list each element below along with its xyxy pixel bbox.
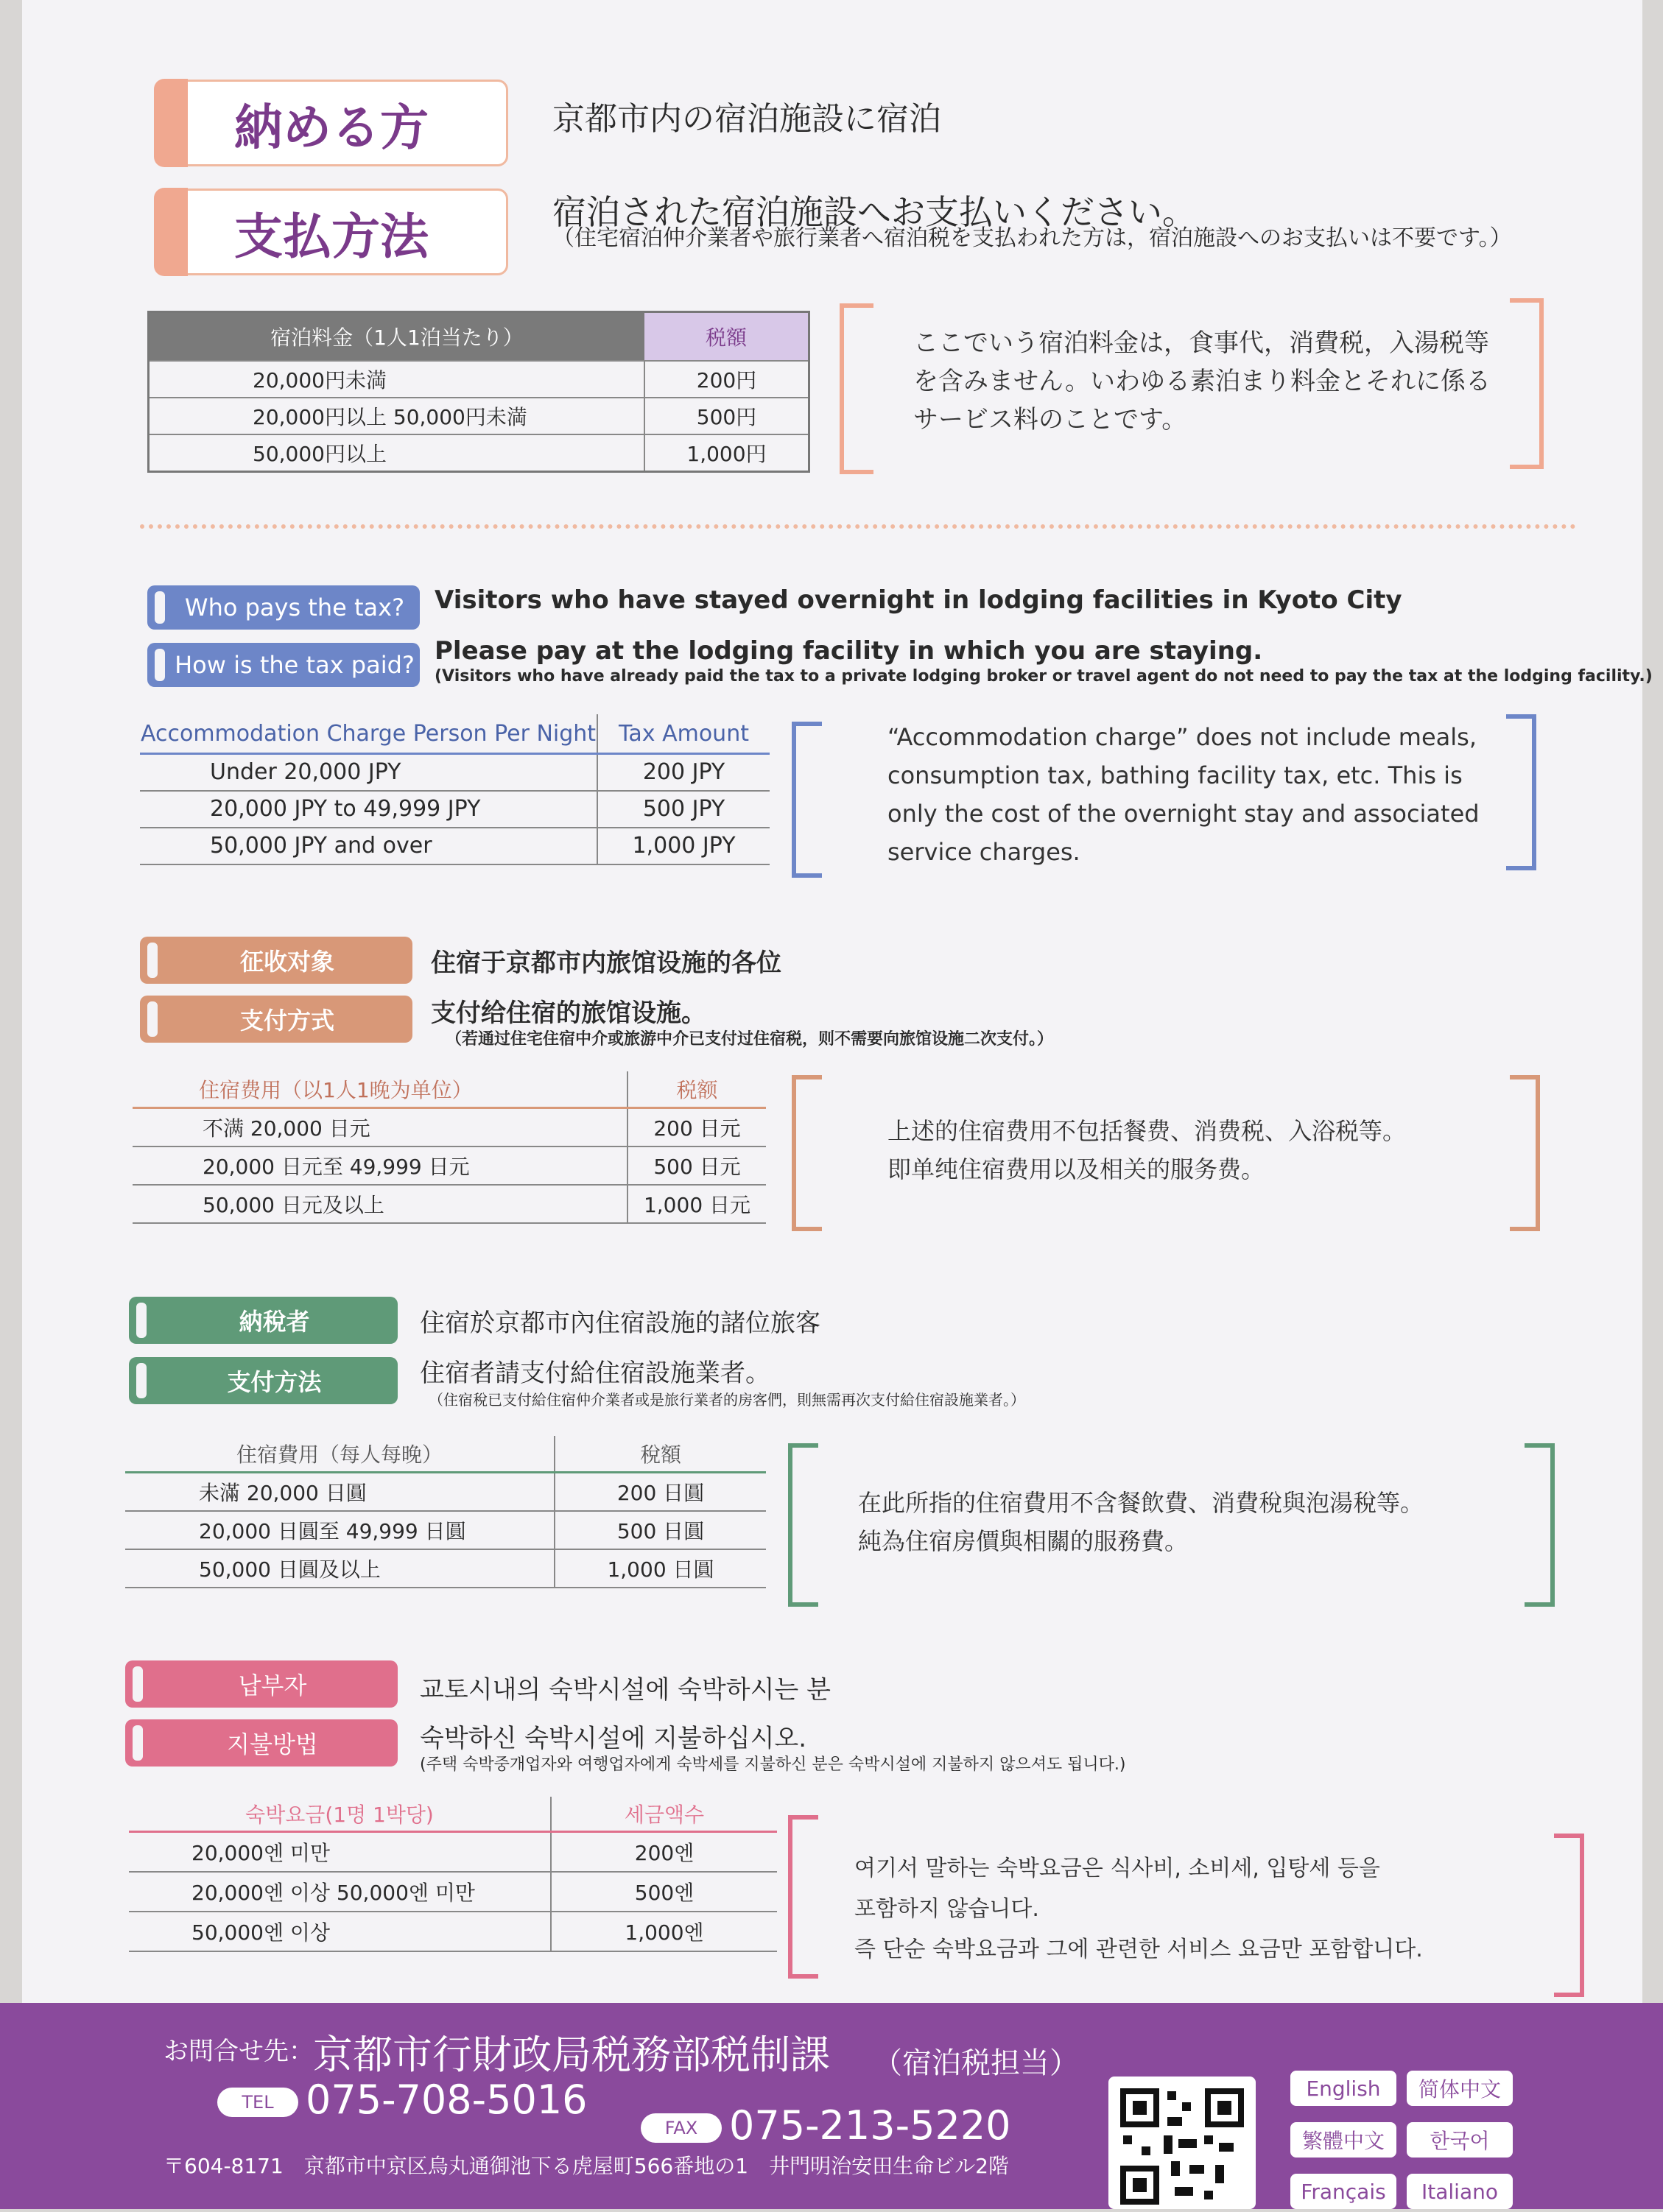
sc-label-how: 支付方式 — [140, 996, 412, 1043]
traditional-chinese-section — [22, 1292, 1642, 1602]
en-how-text: Please pay at the lodging facility in which you are staying. — [435, 636, 1263, 666]
sc-label-who: 征收对象 — [140, 937, 412, 984]
ko-who-text: 교토시내의 숙박시설에 숙박하시는 분 — [420, 1675, 831, 1705]
jp-bracket-right — [1510, 298, 1544, 469]
sc-tax-table — [133, 1071, 766, 1224]
tc-label-how: 支付方法 — [129, 1357, 398, 1404]
tc-th-tax: 稅額 — [555, 1436, 766, 1473]
ko-th-tax: 세금액수 — [551, 1797, 777, 1832]
lang-button-english[interactable]: English — [1290, 2071, 1396, 2106]
table-row — [149, 398, 809, 434]
tc-how-note: （住宿稅已支付給住宿仲介業者或是旅行業者的房客們，則無需再次支付給住宿設施業者。） — [429, 1391, 1025, 1409]
sc-th-charge: 住宿费用（以1人1晚为单位） — [199, 1078, 473, 1102]
sc-row3-tax: 1,000 日元 — [627, 1185, 766, 1223]
tc-how-text: 住宿者請支付給住宿設施業者。 — [420, 1359, 770, 1388]
tc-row3-tax: 1,000 日圓 — [555, 1549, 766, 1588]
table-row — [140, 754, 770, 791]
ko-how-text: 숙박하신 숙박시설에 지불하십시오. — [420, 1724, 807, 1753]
contact-department: 京都市行財政局税務部税制課 — [313, 2032, 830, 2078]
english-section — [22, 574, 1653, 884]
jp-th-tax: 税額 — [644, 312, 809, 362]
table-row — [133, 1185, 766, 1223]
table-row — [129, 1872, 777, 1912]
table-row — [125, 1549, 766, 1588]
sc-how-text: 支付给住宿的旅馆设施。 — [431, 998, 706, 1028]
en-row1-tax: 200 JPY — [597, 754, 770, 791]
jp-who-text: 京都市内の宿泊施設に宿泊 — [552, 100, 941, 138]
fax-badge: FAX — [641, 2113, 722, 2143]
sc-note: 上述的住宿费用不包括餐费、消费税、入浴税等。 即单纯住宿费用以及相关的服务费。 — [887, 1117, 1407, 1183]
jp-how-text: 宿泊された宿泊施設へお支払いください。 — [552, 192, 1196, 232]
lang-button-simplified-chinese[interactable]: 简体中文 — [1407, 2071, 1513, 2106]
tc-row2-charge: 20,000 日圓至 49,999 日圓 — [199, 1518, 466, 1543]
jp-row3-charge: 50,000円以上 — [253, 441, 387, 466]
tc-who-text: 住宿於京都市內住宿設施的諸位旅客 — [420, 1308, 820, 1338]
japanese-section — [22, 0, 1642, 515]
ko-row3-charge: 50,000엔 이상 — [191, 1920, 331, 1945]
jp-bracket-left — [840, 303, 873, 474]
table-row — [125, 1511, 766, 1549]
tc-row3-charge: 50,000 日圓及以上 — [199, 1557, 381, 1582]
contact-prefix: お問合せ先： — [164, 2037, 314, 2066]
en-how-note: (Visitors who have already paid the tax to a private lodging broker or travel agent do not need to pay the tax at the lodging facility.) — [435, 667, 1653, 686]
jp-how-note: （住宅宿泊仲介業者や旅行業者へ宿泊税を支払われた方は，宿泊施設へのお支払いは不要です。） — [552, 225, 1512, 251]
table-row — [133, 1108, 766, 1146]
simplified-chinese-section — [22, 928, 1642, 1237]
table-row — [140, 828, 770, 864]
jp-th-charge: 宿泊料金（1人1泊当たり） — [149, 312, 645, 362]
sc-row2-tax: 500 日元 — [627, 1146, 766, 1185]
tc-label-who: 納稅者 — [129, 1297, 398, 1344]
jp-row2-charge: 20,000円以上 50,000円未満 — [253, 405, 527, 429]
ko-row3-tax: 1,000엔 — [551, 1912, 777, 1951]
jp-label-who-text: 納める方 — [234, 99, 429, 156]
sc-bracket-left — [792, 1075, 822, 1231]
ko-row2-charge: 20,000엔 이상 50,000엔 미만 — [191, 1880, 475, 1905]
tc-row1-charge: 未滿 20,000 日圓 — [199, 1480, 367, 1505]
ko-bracket-left — [788, 1815, 818, 1979]
sc-row1-tax: 200 日元 — [627, 1108, 766, 1146]
tel-number[interactable]: 075-708-5016 — [306, 2077, 588, 2123]
jp-row3-tax: 1,000円 — [644, 434, 809, 471]
ko-row1-tax: 200엔 — [551, 1832, 777, 1872]
ko-row2-tax: 500엔 — [551, 1872, 777, 1912]
jp-row1-tax: 200円 — [644, 361, 809, 398]
sc-row3-charge: 50,000 日元及以上 — [203, 1192, 384, 1217]
en-row2-tax: 500 JPY — [597, 791, 770, 828]
jp-note: ここでいう宿泊料金は，食事代，消費税，入湯税等 を含みません。いわゆる素泊まり料金とそれに係る サービス料のことです。 — [913, 328, 1491, 434]
tax-leaflet — [22, 0, 1653, 2209]
ko-label-how: 지불방법 — [125, 1719, 398, 1767]
contact-footer — [0, 2003, 1663, 2209]
sc-row1-charge: 不满 20,000 日元 — [203, 1116, 370, 1141]
table-row — [129, 1912, 777, 1951]
ko-label-who: 납부자 — [125, 1660, 398, 1708]
sc-how-note: （若通过住宅住宿中介或旅游中介已支付过住宿税，则不需要向旅馆设施二次支付。） — [446, 1030, 1054, 1049]
fax-number[interactable]: 075-213-5220 — [729, 2102, 1011, 2149]
contact-address: 〒604-8171 京都市中京区烏丸通御池下る虎屋町566番地の1 井門明治安田生命ビル2階 — [164, 2154, 1009, 2178]
ko-bracket-right — [1554, 1834, 1584, 1997]
jp-tax-table — [147, 311, 810, 473]
en-row3-charge: 50,000 JPY and over — [210, 833, 432, 859]
ko-note: 여기서 말하는 숙박요금은 식사비, 소비세, 입탕세 등을 포함하지 않습니다. 즉 단순 숙박요금과 그에 관련한 서비스 요금만 포함합니다. — [854, 1856, 1423, 1962]
table-row — [125, 1473, 766, 1511]
lang-button-italian[interactable]: Italiano — [1407, 2174, 1513, 2209]
jp-label-how — [155, 189, 508, 275]
table-row — [140, 791, 770, 828]
korean-section — [22, 1660, 1642, 1984]
jp-row1-charge: 20,000円未満 — [253, 368, 387, 392]
en-bracket-right — [1506, 714, 1536, 870]
en-th-charge: Accommodation Charge Person Per Night — [141, 720, 597, 747]
tc-row1-tax: 200 日圓 — [555, 1473, 766, 1511]
en-row3-tax: 1,000 JPY — [597, 828, 770, 864]
tel-badge: TEL — [217, 2088, 298, 2117]
en-note: “Accommodation charge” does not include meals, consumption tax, bathing facility tax, etc. This is only the cost of the overnight stay and associated service charges. — [887, 723, 1480, 866]
en-bracket-left — [792, 722, 822, 878]
qr-code-icon[interactable] — [1108, 2077, 1256, 2209]
ko-th-charge: 숙박요금(1명 1박당) — [245, 1803, 434, 1827]
sc-bracket-right — [1510, 1075, 1540, 1231]
tc-tax-table — [125, 1436, 766, 1588]
tc-bracket-left — [788, 1443, 818, 1607]
jp-label-how-text: 支払方法 — [234, 208, 429, 265]
jp-label-who — [155, 80, 508, 166]
jp-row2-tax: 500円 — [644, 398, 809, 434]
lang-button-korean[interactable]: 한국어 — [1407, 2122, 1513, 2158]
en-label-who: Who pays the tax? — [147, 585, 420, 630]
tc-bracket-right — [1525, 1443, 1555, 1607]
en-row1-charge: Under 20,000 JPY — [210, 759, 401, 786]
dotted-divider — [140, 524, 1576, 529]
tc-th-charge: 住宿費用（每人每晚） — [236, 1443, 443, 1467]
en-label-how: How is the tax paid? — [147, 643, 420, 687]
ko-row1-charge: 20,000엔 미만 — [191, 1840, 331, 1865]
ko-how-note: (주택 숙박중개업자와 여행업자에게 숙박세를 지불하신 분은 숙박시설에 지불하지 않으셔도 됩니다.) — [420, 1755, 1126, 1774]
lang-button-traditional-chinese[interactable]: 繁體中文 — [1290, 2122, 1396, 2158]
tc-row2-tax: 500 日圓 — [555, 1511, 766, 1549]
tc-note: 在此所指的住宿費用不含餐飲費、消費稅與泡湯稅等。 純為住宿房價與相關的服務費。 — [858, 1489, 1424, 1555]
sc-who-text: 住宿于京都市内旅馆设施的各位 — [431, 948, 781, 978]
lang-button-french[interactable]: Français — [1290, 2174, 1396, 2209]
ko-tax-table — [129, 1797, 777, 1952]
table-row — [149, 434, 809, 471]
en-who-text: Visitors who have stayed overnight in lodging facilities in Kyoto City — [435, 585, 1402, 615]
sc-row2-charge: 20,000 日元至 49,999 日元 — [203, 1154, 470, 1179]
table-row — [149, 361, 809, 398]
en-row2-charge: 20,000 JPY to 49,999 JPY — [210, 796, 481, 822]
contact-department-suffix: （宿泊税担当） — [873, 2046, 1079, 2080]
en-tax-table — [140, 714, 770, 865]
sc-th-tax: 税额 — [627, 1071, 766, 1108]
table-row — [133, 1146, 766, 1185]
en-th-tax: Tax Amount — [597, 714, 770, 754]
table-row — [129, 1832, 777, 1872]
